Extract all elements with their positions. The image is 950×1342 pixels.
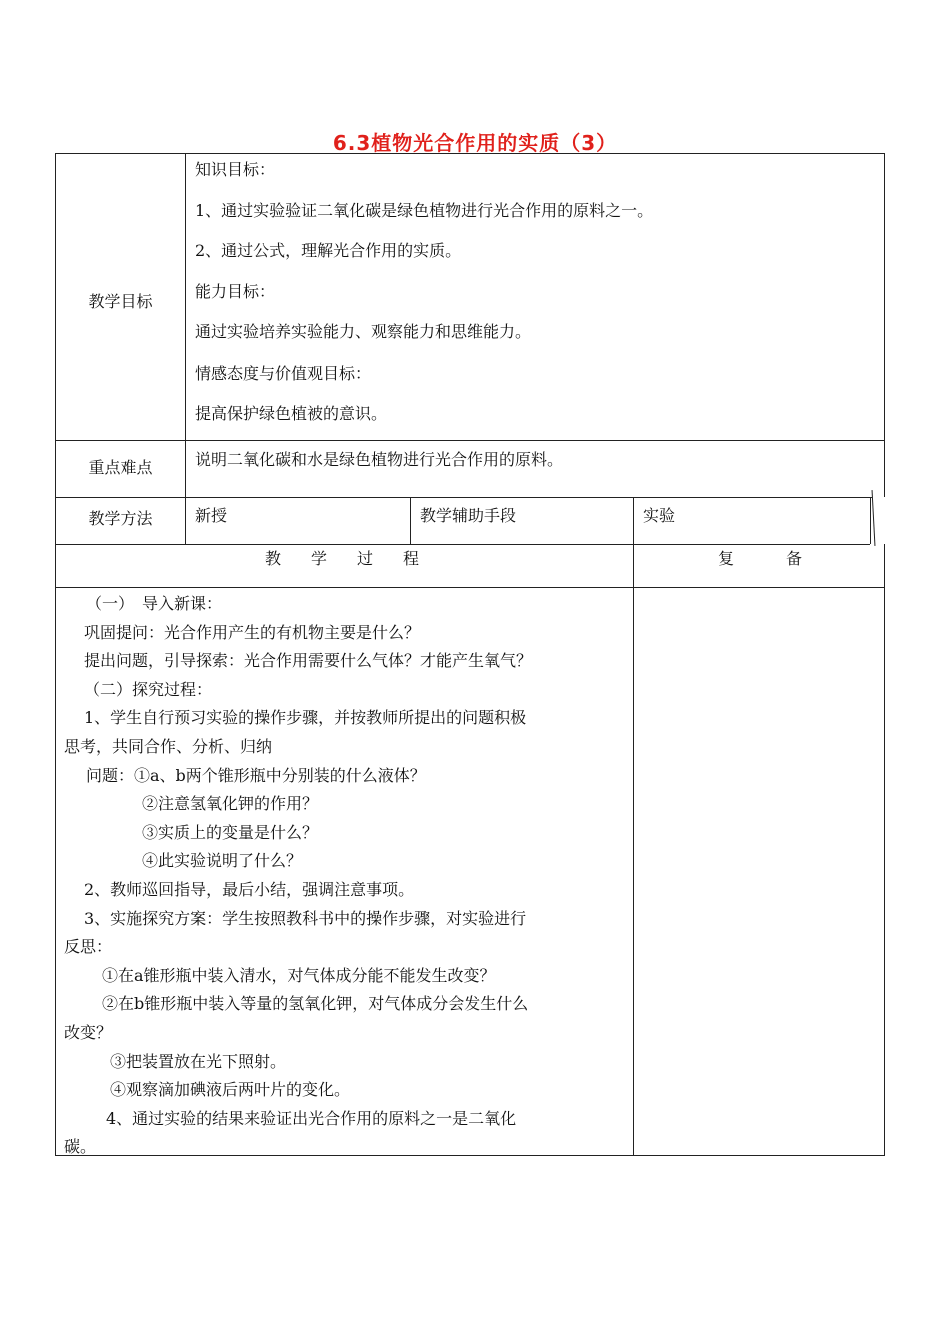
process-line: ②注意氢氧化钾的作用？: [142, 794, 319, 814]
process-header: 教学过程: [265, 549, 450, 568]
process-content: [64, 590, 629, 1162]
process-line: 2、教师巡回指导，最后小结，强调注意事项。: [84, 879, 415, 899]
process-line: 碳。: [64, 1137, 97, 1157]
objective-line: 提高保护绿色植被的意识。: [195, 404, 388, 423]
process-line: 巩固提问：光合作用产生的有机物主要是什么？: [84, 622, 421, 642]
process-line: 改变？: [64, 1022, 113, 1042]
process-line: ③把装置放在光下照射。: [110, 1051, 287, 1071]
objective-line: 能力目标：: [195, 282, 276, 301]
aid-label: 教学辅助手段: [420, 506, 517, 525]
page-title: 6.3植物光合作用的实质（3）: [332, 131, 618, 155]
process-line: 思考，共同合作、分析、归纳: [64, 736, 273, 756]
process-line: （一） 导入新课：: [86, 594, 223, 613]
process-line: ④观察滴加碘液后两叶片的变化。: [110, 1080, 351, 1100]
process-line: ②在b锥形瓶中装入等量的氢氧化钾，对气体成分会发生什么: [102, 994, 529, 1014]
objectives-label: 教学目标: [88, 292, 153, 311]
process-line: 4、通过实验的结果来验证出光合作用的原料之一是二氧化: [106, 1108, 517, 1128]
key-points-label: 重点难点: [88, 458, 153, 477]
process-line: 3、实施探究方案：学生按照教科书中的操作步骤，对实验进行: [84, 908, 527, 928]
method-value: 新授: [195, 506, 228, 525]
objective-line: 1、通过实验验证二氧化碳是绿色植物进行光合作用的原料之一。: [195, 201, 654, 220]
process-line: 问题：①a、b两个锥形瓶中分别装的什么液体？: [86, 765, 426, 785]
objective-line: 情感态度与价值观目标：: [195, 364, 372, 383]
process-line: 反思：: [64, 937, 113, 957]
aid-value: 实验: [643, 506, 676, 525]
process-line: 提出问题，引导探索：光合作用需要什么气体？才能产生氧气？: [84, 651, 533, 671]
process-line: ①在a锥形瓶中装入清水，对气体成分能不能发生改变？: [102, 965, 496, 985]
process-line: （二）探究过程：: [84, 679, 213, 699]
process-line: ③实质上的变量是什么？: [142, 822, 319, 842]
key-points-text: 说明二氧化碳和水是绿色植物进行光合作用的原料。: [195, 450, 564, 469]
review-header: 复备: [718, 549, 855, 568]
process-line: 1、学生自行预习实验的操作步骤，并按教师所提出的问题积极: [84, 708, 527, 728]
objective-line: 通过实验培养实验能力、观察能力和思维能力。: [195, 322, 532, 341]
objective-line: 知识目标：: [195, 160, 276, 179]
process-line: ④此实验说明了什么？: [142, 851, 303, 871]
objective-line: 2、通过公式，理解光合作用的实质。: [195, 241, 462, 260]
method-label: 教学方法: [88, 509, 153, 528]
